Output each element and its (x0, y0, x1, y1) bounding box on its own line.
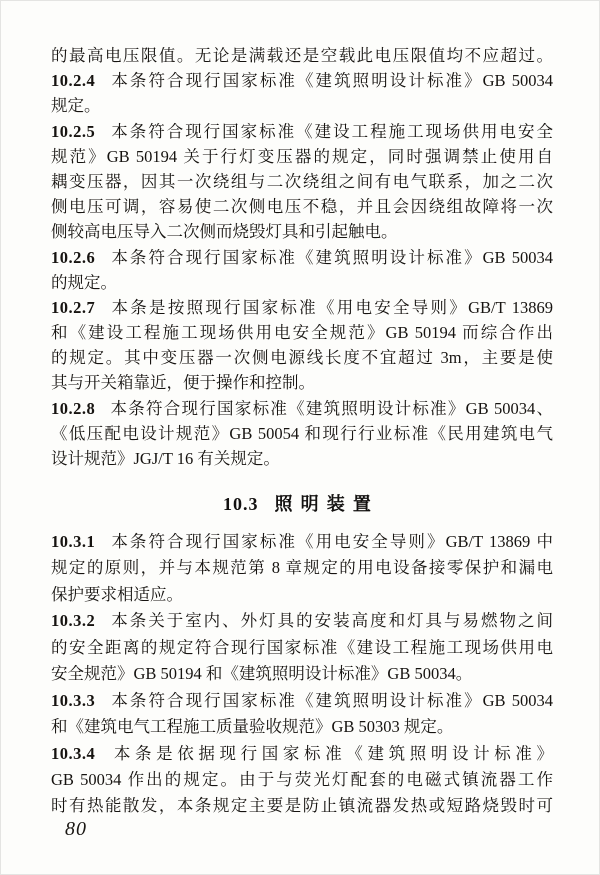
body-text-line: 耦变压器，因其一次绕组与二次绕组之间有电气联系，加之二次 (51, 171, 553, 191)
body-text-line: 的最高电压限值。无论是满载还是空载此电压限值均不应超过。 (51, 46, 553, 65)
body-text-line: 10.3.2 本条关于室内、外灯具的安装高度和灯具与易燃物之间 (51, 611, 553, 631)
body-text-line: 10.3.3 本条符合现行国家标准《建筑照明设计标准》GB 50034 (51, 690, 553, 710)
section-heading-number: 10.3 (223, 494, 259, 514)
body-text-line: 10.3.4 本条是依据现行国家标准《建筑照明设计标准》 (51, 743, 553, 763)
body-text-line: 其与开关箱靠近，便于操作和控制。 (51, 373, 315, 393)
body-text-line: 规定的原则，并与本规范第 8 章规定的用电设备接零保护和漏电 (51, 558, 553, 578)
paragraph-number: 10.3.1 (51, 532, 96, 551)
body-text-line: 和《建设工程施工现场供用电安全规范》GB 50194 而综合作出 (51, 323, 553, 343)
paragraph-number: 10.3.2 (51, 611, 96, 631)
paragraph-number: 10.3.3 (51, 690, 96, 710)
body-text-block-upper (51, 43, 553, 471)
body-text-line: 设计规范》JGJ/T 16 有关规定。 (51, 449, 280, 468)
body-text-line: 10.2.5 本条符合现行国家标准《建设工程施工现场供用电安全 (51, 121, 553, 141)
body-text-line: 侧较高电压导入二次侧而烧毁灯具和引起触电。 (51, 222, 398, 242)
paragraph-number: 10.2.8 (51, 398, 96, 418)
body-text-line: 规范》GB 50194 关于行灯变压器的规定，同时强调禁止使用自 (51, 146, 553, 166)
body-text-line: 的规定。其中变压器一次侧电源线长度不宜超过 3m，主要是使 (51, 348, 553, 368)
body-text-line: 10.2.4 本条符合现行国家标准《建筑照明设计标准》GB 50034 (51, 71, 553, 91)
body-text-line: 10.2.8 本条符合现行国家标准《建筑照明设计标准》GB 50034、 (51, 398, 553, 418)
body-text-line: 10.3.1 本条符合现行国家标准《用电安全导则》GB/T 13869 中 (51, 532, 553, 551)
body-text-line: 10.2.7 本条是按照现行国家标准《用电安全导则》GB/T 13869 (51, 297, 553, 317)
section-heading (1, 492, 600, 517)
body-text-line: 的规定。 (51, 272, 117, 292)
paragraph-number: 10.2.5 (51, 121, 96, 141)
body-text-line: 10.2.6 本条符合现行国家标准《建筑照明设计标准》GB 50034 (51, 247, 553, 267)
paragraph-number: 10.3.4 (51, 743, 96, 763)
body-text-line: 保护要求相适应。 (51, 584, 183, 604)
body-text-line: 和《建筑电气工程施工质量验收规范》GB 50303 规定。 (51, 717, 454, 737)
body-text-line: 侧电压可调，容易使二次侧电压不稳，并且会因绕组故障将一次 (51, 197, 553, 217)
body-text-line: 规定。 (51, 96, 101, 116)
body-text-block-lower (51, 529, 553, 820)
paragraph-number: 10.2.4 (51, 71, 96, 91)
body-text-line: 《低压配电设计规范》GB 50054 和现行行业标准《民用建筑电气 (51, 423, 553, 443)
body-text-line: GB 50034 作出的规定。由于与荧光灯配套的电磁式镇流器工作 (51, 769, 553, 789)
body-text-line: 安全规范》GB 50194 和《建筑照明设计标准》GB 50034。 (51, 664, 473, 684)
body-text-line: 的安全距离的规定符合现行国家标准《建设工程施工现场供用电 (51, 637, 553, 657)
paragraph-number: 10.2.7 (51, 297, 96, 317)
body-text-line: 时有热能散发，本条规定主要是防止镇流器发热或短路烧毁时可 (51, 796, 553, 816)
paragraph-number: 10.2.6 (51, 247, 96, 267)
section-heading-title: 照明装置 (274, 494, 379, 514)
page-number: 80 (65, 818, 87, 840)
